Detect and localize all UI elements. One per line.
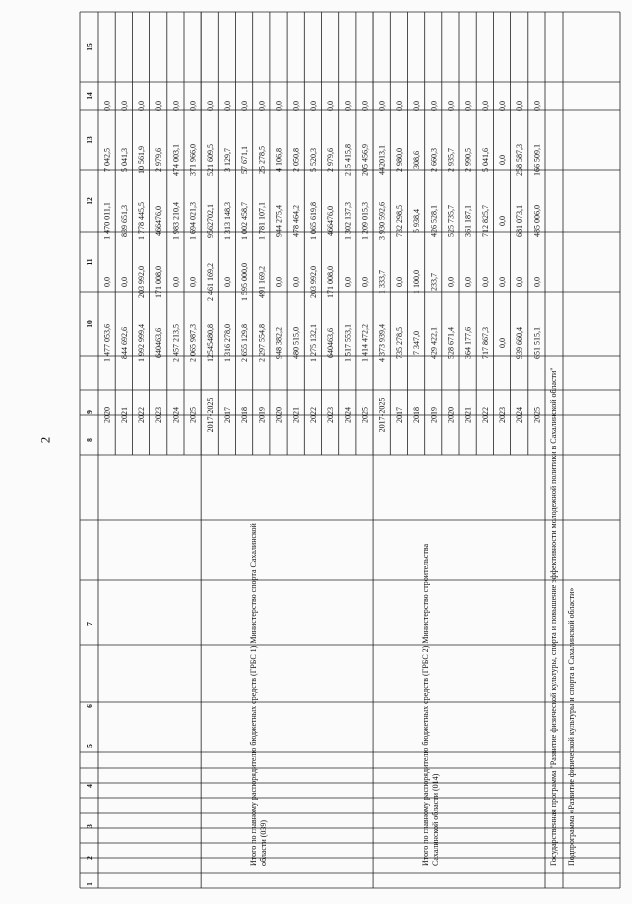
- column-header-15: 15: [85, 43, 94, 51]
- cell-c14: 0,0: [188, 101, 198, 111]
- cell-c10: 2 457 213,5: [171, 324, 181, 362]
- column-header-8: 8: [85, 438, 94, 442]
- cell-c13: 57 671,1: [240, 146, 250, 174]
- cell-year: 2018: [240, 407, 250, 423]
- cell-c13: 2 990,5: [463, 148, 473, 172]
- cell-year: 2017: [394, 407, 404, 423]
- cell-c12: 525 735,7: [446, 205, 456, 237]
- cell-c11: 203 992,0: [308, 266, 318, 298]
- program-title: Государственная программа "Развитие физической культуры, спорта и повышение эффективности молодежной политики в Сахалинской области": [549, 367, 558, 866]
- cell-c11: 0,0: [498, 277, 507, 287]
- cell-year: 2017: [222, 407, 232, 423]
- cell-year: 2023: [154, 407, 164, 423]
- column-header-10: 10: [85, 320, 94, 328]
- column-header-13: 13: [85, 136, 94, 144]
- column-header-6: 6: [85, 704, 94, 708]
- cell-c14: 0,0: [515, 101, 525, 111]
- cell-c12: 426 528,1: [429, 205, 439, 237]
- cell-c14: 0,0: [377, 101, 387, 111]
- cell-c12: 361 187,1: [463, 205, 473, 237]
- cell-c12: 478 464,2: [291, 205, 301, 237]
- cell-c11: 0,0: [222, 277, 232, 287]
- cell-year: 2025: [360, 407, 370, 423]
- column-header-1: 1: [85, 882, 94, 886]
- column-header-11: 11: [85, 258, 94, 266]
- cell-c11: 0,0: [274, 277, 284, 287]
- cell-c13: 7 042,5: [102, 148, 112, 172]
- cell-year: 2020: [102, 407, 112, 423]
- column-header-14: 14: [85, 92, 94, 100]
- cell-c13: 2 980,0: [394, 148, 404, 172]
- cell-c12: 1 983 210,4: [171, 202, 181, 240]
- group2-label-line-0: Итого по главному распорядителю бюджетных средств (ГРБС 2) Министерство строительства: [421, 543, 431, 866]
- cell-c13: 4 106,8: [274, 148, 284, 172]
- page-number: 2: [37, 436, 53, 444]
- cell-c10: 939 660,4: [515, 327, 525, 359]
- cell-c11: 171 008,0: [326, 266, 336, 298]
- cell-c11: 0,0: [446, 277, 456, 287]
- column-header-7: 7: [85, 622, 94, 626]
- column-header-3: 3: [85, 824, 94, 828]
- cell-c13: 258 587,3: [515, 144, 525, 176]
- cell-c14: 0,0: [119, 101, 129, 111]
- cell-c12: 732 298,5: [394, 205, 404, 237]
- cell-year: 2022: [308, 407, 318, 423]
- cell-c11: 0,0: [119, 277, 129, 287]
- cell-c13: 5 041,3: [119, 148, 129, 172]
- cell-c10: 640463,6: [154, 328, 164, 358]
- cell-c14: 0,0: [222, 101, 232, 111]
- column-header-9: 9: [85, 410, 94, 414]
- cell-c13: 5 520,3: [308, 148, 318, 172]
- cell-year: 2019: [429, 407, 439, 423]
- cell-c12: 1 002 458,7: [240, 202, 250, 240]
- cell-c10: 1 414 472,2: [360, 324, 370, 362]
- cell-c14: 0,0: [257, 101, 267, 111]
- cell-year: 2022: [480, 407, 490, 423]
- cell-c12: 1 302 137,3: [343, 202, 353, 240]
- cell-c13: 521 609,5: [205, 144, 215, 176]
- cell-c12: 681 073,1: [515, 205, 525, 237]
- cell-year: 2019: [257, 407, 267, 423]
- cell-c12: 466476,0: [326, 206, 336, 236]
- cell-c12: 466476,0: [154, 206, 164, 236]
- cell-c13: 25 278,5: [257, 146, 267, 174]
- cell-c11: 0,0: [394, 277, 404, 287]
- cell-c10: 429 422,1: [429, 327, 439, 359]
- cell-year: 2022: [137, 407, 146, 423]
- cell-c14: 0,0: [463, 101, 473, 111]
- cell-c13: 10 561,9: [137, 146, 146, 174]
- cell-c12: 9562702,1: [205, 204, 215, 238]
- cell-c14: 0,0: [154, 101, 164, 111]
- cell-c12: 1 694 021,3: [188, 202, 198, 240]
- cell-year: 2020: [274, 407, 284, 423]
- cell-c12: 1 470 011,1: [102, 202, 112, 240]
- cell-c13: 2 935,7: [446, 148, 456, 172]
- cell-c10: 948 382,2: [274, 327, 284, 359]
- cell-c14: 0,0: [308, 101, 318, 111]
- cell-c11: 0,0: [360, 277, 370, 287]
- cell-c11: 1 100,0: [412, 270, 422, 294]
- cell-c11: 0,0: [463, 277, 473, 287]
- group2-label-line-1: Сахалинской области (014): [431, 773, 441, 866]
- cell-year: 2021: [463, 407, 473, 423]
- cell-c10: 0,0: [498, 338, 507, 348]
- cell-c11: 0,0: [532, 277, 542, 287]
- cell-c11: 0,0: [291, 277, 301, 287]
- cell-c14: 0,0: [274, 101, 284, 111]
- cell-year: 2024: [515, 407, 525, 423]
- cell-c11: 0,0: [171, 277, 181, 287]
- cell-c10: 1 316 278,0: [222, 324, 232, 362]
- cell-c14: 0,0: [498, 101, 507, 111]
- cell-c12: 712 825,7: [480, 205, 490, 237]
- cell-c13: 2 979,6: [326, 148, 336, 172]
- cell-c11: 2 461 169,2: [205, 263, 215, 301]
- cell-c10: 1 517 553,1: [343, 324, 353, 362]
- column-header-4: 4: [85, 784, 94, 788]
- cell-c12: 5 938,4: [412, 209, 422, 233]
- cell-c14: 0,0: [137, 101, 146, 111]
- cell-c14: 0,0: [360, 101, 370, 111]
- cell-c14: 0,0: [291, 101, 301, 111]
- cell-year: 2025: [188, 407, 198, 423]
- cell-c14: 0,0: [171, 101, 181, 111]
- cell-c12: 944 275,4: [274, 205, 284, 237]
- cell-c12: 1 778 445,5: [137, 202, 146, 240]
- cell-c10: 717 867,3: [480, 327, 490, 359]
- cell-c10: 7 347,0: [412, 331, 422, 355]
- cell-c10: 640463,6: [326, 328, 336, 358]
- cell-c11: 0,0: [480, 277, 490, 287]
- cell-c14: 0,0: [326, 101, 336, 111]
- group1-label-line-1: области (039): [259, 819, 269, 866]
- cell-year: 2023: [498, 407, 507, 423]
- cell-year: 2017-2025: [377, 397, 387, 433]
- cell-c12: 1 313 148,3: [222, 202, 232, 240]
- cell-c14: 0,0: [240, 101, 250, 111]
- cell-c11: 1 595 000,0: [240, 263, 250, 301]
- cell-c12: 3 930 592,6: [377, 202, 387, 240]
- cell-c10: 651 515,1: [532, 327, 542, 359]
- cell-c11: 0,0: [343, 277, 353, 287]
- cell-c10: 1 477 053,6: [102, 324, 112, 362]
- cell-year: 2024: [171, 407, 181, 423]
- cell-c13: 3 129,7: [222, 148, 232, 172]
- cell-year: 2017-2025: [205, 397, 215, 433]
- cell-c14: 0,0: [412, 101, 422, 111]
- cell-year: 2023: [326, 407, 336, 423]
- cell-c13: 2 660,3: [429, 148, 439, 172]
- cell-c10: 528 671,4: [446, 327, 456, 359]
- cell-c10: 364 177,6: [463, 327, 473, 359]
- cell-c12: 0,0: [498, 216, 507, 226]
- cell-c13: 2 050,8: [291, 148, 301, 172]
- cell-year: 2025: [532, 407, 542, 423]
- cell-c11: 203 992,0: [137, 266, 146, 298]
- cell-c12: 1 065 619,8: [308, 202, 318, 240]
- cell-c10: 2 297 554,8: [257, 324, 267, 362]
- cell-c13: 2 979,6: [154, 148, 164, 172]
- cell-c14: 0,0: [394, 101, 404, 111]
- cell-c11: 233,7: [429, 273, 439, 291]
- cell-c10: 2 655 129,8: [240, 324, 250, 362]
- cell-c13: 442013,1: [377, 145, 387, 175]
- cell-c10: 2 065 987,3: [188, 324, 198, 362]
- cell-c12: 485 006,0: [532, 205, 542, 237]
- cell-c10: 1 992 999,4: [137, 324, 146, 362]
- cell-c11: 1 333,7: [377, 270, 387, 294]
- cell-c13: 5 041,6: [480, 148, 490, 172]
- cell-c12: 839 651,3: [119, 205, 129, 237]
- cell-c14: 0,0: [446, 101, 456, 111]
- cell-c14: 0,0: [102, 101, 112, 111]
- cell-c11: 491 169,2: [257, 266, 267, 298]
- cell-c10: 4 373 939,4: [377, 324, 387, 362]
- cell-c13: 308,6: [412, 151, 422, 169]
- cell-c10: 844 692,6: [119, 327, 129, 359]
- cell-c14: 0,0: [480, 101, 490, 111]
- cell-year: 2024: [343, 407, 353, 423]
- cell-c13: 205 456,9: [360, 144, 370, 176]
- cell-c13: 0,0: [498, 155, 507, 165]
- column-header-2: 2: [85, 856, 94, 860]
- cell-c13: 371 966,0: [188, 144, 198, 176]
- cell-c10: 12545480,8: [205, 324, 215, 362]
- cell-c10: 735 278,5: [394, 327, 404, 359]
- cell-c11: 0,0: [188, 277, 198, 287]
- cell-c13: 215 415,8: [343, 144, 353, 176]
- cell-c14: 0,0: [205, 101, 215, 111]
- group1-label-line-0: Итого по главному распорядителю бюджетных средств (ГРБС 1) Министерство спорта Сахалинской: [249, 523, 259, 866]
- cell-c13: 166 509,1: [532, 144, 542, 176]
- cell-c14: 0,0: [429, 101, 439, 111]
- cell-c12: 1 781 107,1: [257, 202, 267, 240]
- cell-c12: 1 209 015,3: [360, 202, 370, 240]
- cell-c10: 1 275 132,1: [308, 324, 318, 362]
- cell-c10: 480 515,0: [291, 327, 301, 359]
- column-header-5: 5: [85, 744, 94, 748]
- column-header-12: 12: [85, 197, 94, 205]
- cell-c13: 474 003,1: [171, 144, 181, 176]
- cell-c14: 0,0: [532, 101, 542, 111]
- cell-c11: 0,0: [102, 277, 112, 287]
- cell-c14: 0,0: [343, 101, 353, 111]
- cell-year: 2021: [291, 407, 301, 423]
- cell-year: 2021: [119, 407, 129, 423]
- subprogram-title: Подпрограмма «Развитие физической культуры и спорта в Сахалинской области»: [567, 587, 576, 866]
- cell-year: 2018: [412, 407, 422, 423]
- cell-year: 2020: [446, 407, 456, 423]
- cell-c11: 171 008,0: [154, 266, 164, 298]
- cell-c11: 0,0: [515, 277, 525, 287]
